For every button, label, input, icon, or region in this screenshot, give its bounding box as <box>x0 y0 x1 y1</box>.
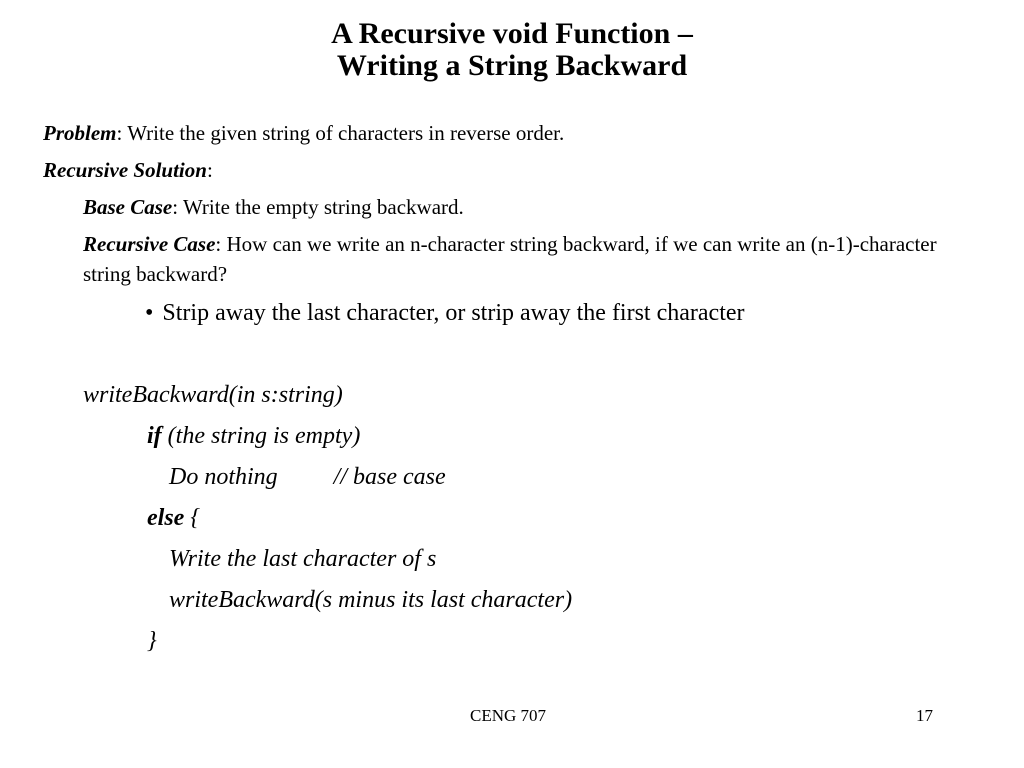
footer-page-number: 17 <box>916 706 933 725</box>
pseudocode-write-last-line: Write the last character of s <box>169 546 437 572</box>
recursive-solution-label: Recursive Solution <box>43 158 207 182</box>
do-nothing-text: Do nothing <box>169 464 278 490</box>
pseudocode-signature: writeBackward(in s:string) <box>83 382 343 408</box>
recursive-solution-colon: : <box>206 158 213 182</box>
else-open-brace: { <box>190 505 200 531</box>
recursive-case-text: : How can we write an n-character string backward, if we can write an (n-1)-character string backward? <box>83 232 937 286</box>
recursive-case <box>83 229 973 289</box>
pseudocode-close-brace: } <box>147 628 157 654</box>
slide-title-line-1: A Recursive void Function – <box>331 17 693 50</box>
pseudocode-if-line <box>147 421 360 451</box>
slide-title-line-2: Writing a String Backward <box>336 49 688 82</box>
problem-statement <box>43 118 564 148</box>
footer-course: CENG 707 <box>470 706 547 725</box>
base-case-text: : Write the empty string backward. <box>172 195 464 219</box>
else-keyword: else <box>147 505 185 531</box>
pseudocode-recursive-call-line: writeBackward(s minus its last character) <box>169 587 573 613</box>
base-case <box>83 192 464 222</box>
problem-label: Problem <box>43 121 117 145</box>
bullet-text: Strip away the last character, or strip away the first character <box>162 300 745 326</box>
recursive-solution-heading <box>43 155 213 185</box>
bullet-icon: • <box>145 300 154 326</box>
slide-title <box>0 18 1024 82</box>
pseudocode-else-line <box>147 503 200 533</box>
if-condition: (the string is empty) <box>167 423 361 449</box>
base-case-label: Base Case <box>83 195 173 219</box>
base-case-comment: // base case <box>333 464 446 490</box>
if-keyword: if <box>147 423 162 449</box>
bullet-item <box>145 298 745 328</box>
pseudocode-do-nothing-line <box>169 462 446 492</box>
recursive-case-label: Recursive Case <box>83 232 216 256</box>
problem-text: : Write the given string of characters in reverse order. <box>116 121 565 145</box>
